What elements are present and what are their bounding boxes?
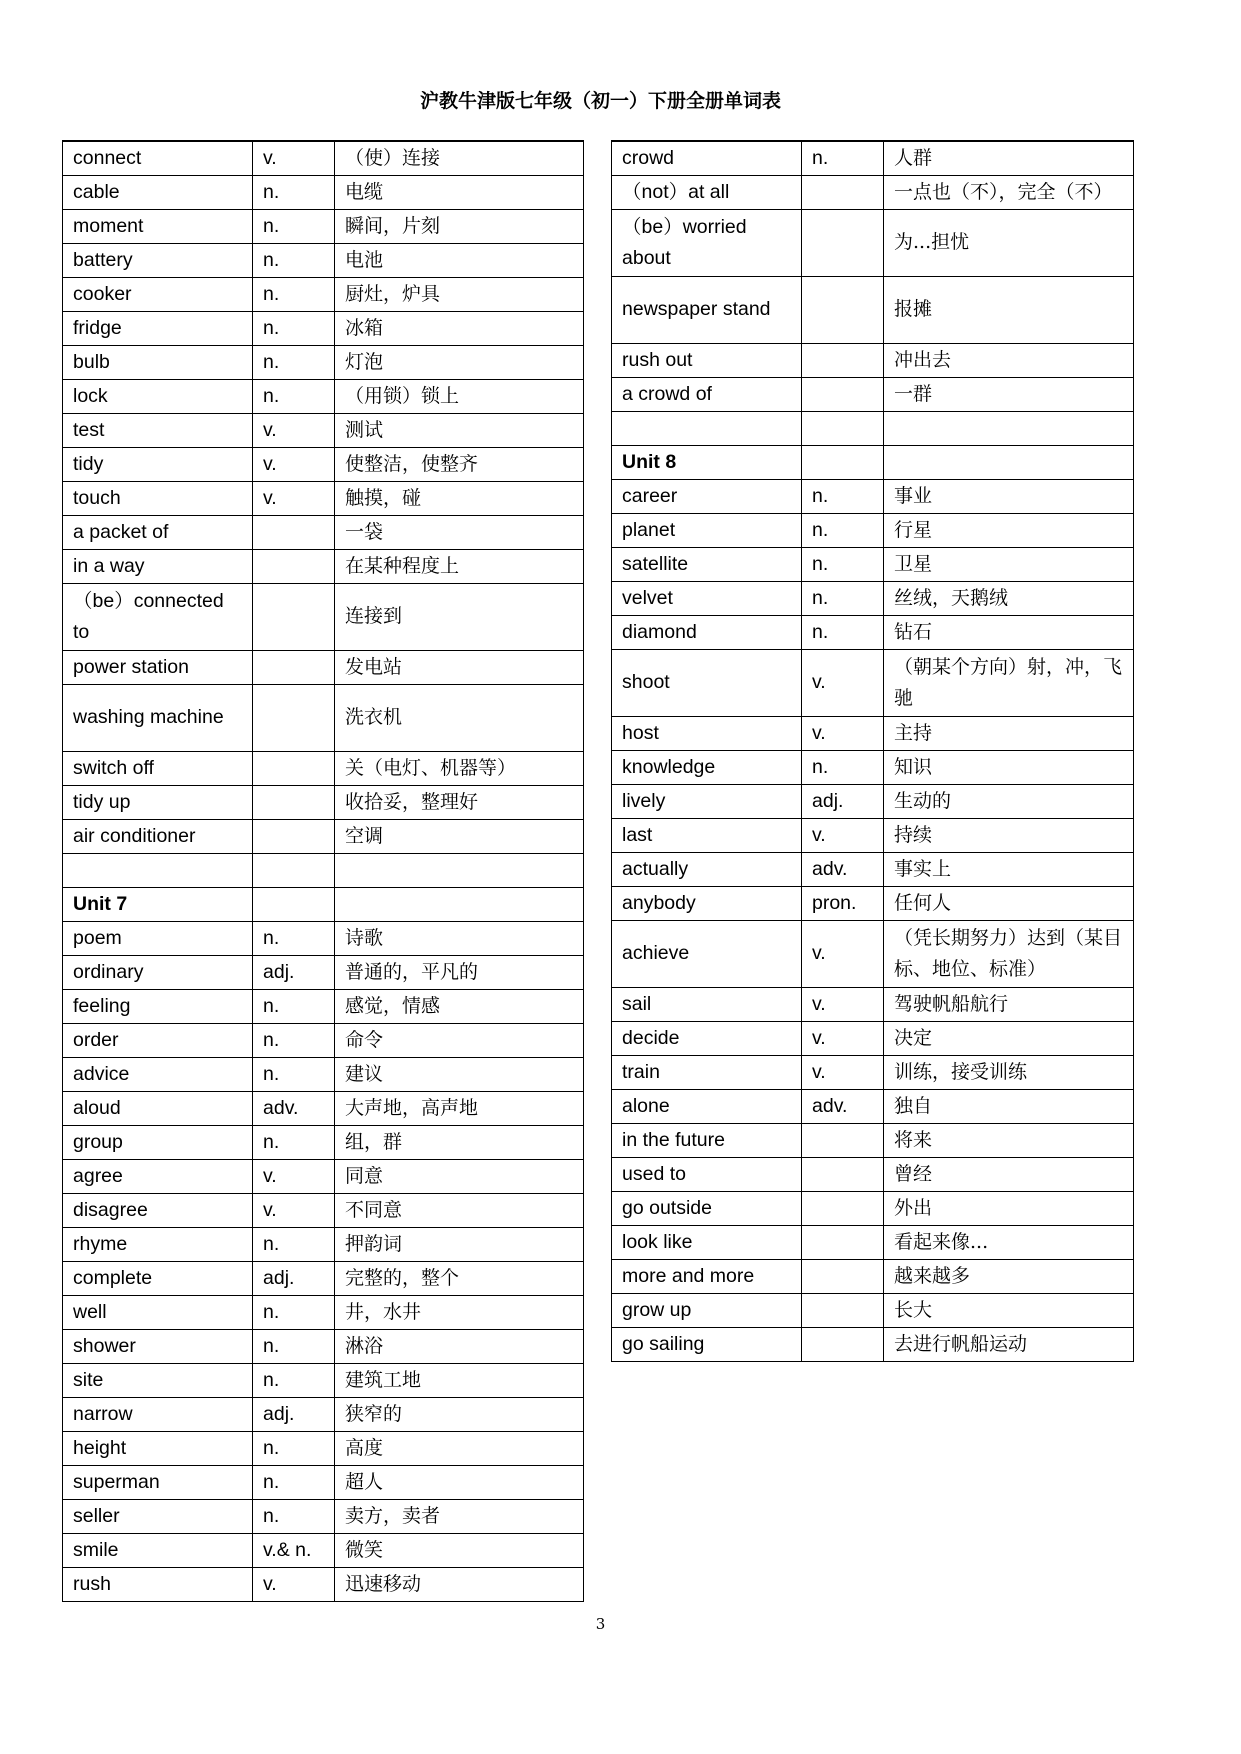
meaning-cell: 微笑 [335,1534,584,1568]
meaning-cell: 厨灶，炉具 [335,278,584,312]
word-cell: touch [63,482,253,516]
word-cell: smile [63,1534,253,1568]
word-cell: tidy [63,448,253,482]
part-of-speech-cell: adj. [253,1398,335,1432]
word-cell: test [63,414,253,448]
vocab-row [63,312,584,346]
meaning-cell: 冰箱 [335,312,584,346]
word-cell: sail [612,988,802,1022]
vocab-row [612,176,1134,210]
meaning-cell: 完整的，整个 [335,1262,584,1296]
vocab-row [612,1294,1134,1328]
vocab-row [63,448,584,482]
meaning-cell: 迅速移动 [335,1568,584,1602]
part-of-speech-cell: v. [253,414,335,448]
meaning-cell [335,888,584,922]
vocab-row [63,1500,584,1534]
word-cell: career [612,480,802,514]
vocab-row [612,1192,1134,1226]
vocab-row [612,819,1134,853]
meaning-cell: 高度 [335,1432,584,1466]
part-of-speech-cell: n. [802,514,884,548]
vocab-row [612,853,1134,887]
vocab-row [612,650,1134,717]
meaning-cell: 组，群 [335,1126,584,1160]
vocab-row [612,344,1134,378]
vocab-row [63,1330,584,1364]
vocab-row [612,616,1134,650]
meaning-cell: 独自 [884,1090,1134,1124]
part-of-speech-cell: n. [253,1058,335,1092]
vocab-row [63,1296,584,1330]
vocab-row [612,141,1134,176]
vocab-row [612,785,1134,819]
meaning-cell: 事业 [884,480,1134,514]
vocab-row [612,1328,1134,1362]
word-cell: newspaper stand [612,277,802,344]
part-of-speech-cell [802,1260,884,1294]
part-of-speech-cell: n. [253,244,335,278]
part-of-speech-cell [253,584,335,651]
part-of-speech-cell: n. [253,1466,335,1500]
vocab-row [63,854,584,888]
word-cell: grow up [612,1294,802,1328]
vocab-row [63,1024,584,1058]
meaning-cell: 一点也（不），完全（不） [884,176,1134,210]
vocab-table-right [611,140,1134,1362]
part-of-speech-cell: v. [802,988,884,1022]
meaning-cell: （朝某个方向）射，冲，飞驰 [884,650,1134,717]
meaning-cell: 感觉，情感 [335,990,584,1024]
word-cell: poem [63,922,253,956]
vocab-row [63,1228,584,1262]
meaning-cell: （凭长期努力）达到（某目标、地位、标准） [884,921,1134,988]
part-of-speech-cell [253,820,335,854]
word-cell: rhyme [63,1228,253,1262]
vocab-row [63,651,584,685]
word-cell: go outside [612,1192,802,1226]
word-cell: achieve [612,921,802,988]
part-of-speech-cell: n. [253,1364,335,1398]
meaning-cell: 在某种程度上 [335,550,584,584]
word-cell: lively [612,785,802,819]
word-cell [612,412,802,446]
word-cell: a packet of [63,516,253,550]
part-of-speech-cell: n. [253,1432,335,1466]
part-of-speech-cell: n. [253,1330,335,1364]
part-of-speech-cell: v. [253,482,335,516]
vocab-row [63,1194,584,1228]
vocab-row [63,244,584,278]
part-of-speech-cell [253,888,335,922]
part-of-speech-cell: v. [253,448,335,482]
vocab-row [612,412,1134,446]
word-cell: advice [63,1058,253,1092]
meaning-cell: 卫星 [884,548,1134,582]
meaning-cell: 电缆 [335,176,584,210]
vocab-row [612,1056,1134,1090]
meaning-cell: 灯泡 [335,346,584,380]
meaning-cell: 井，水井 [335,1296,584,1330]
vocab-row [63,141,584,176]
word-cell: battery [63,244,253,278]
part-of-speech-cell [253,786,335,820]
part-of-speech-cell: v. [802,1022,884,1056]
word-cell: feeling [63,990,253,1024]
vocab-row [612,751,1134,785]
vocab-row [63,685,584,752]
vocab-row [63,1262,584,1296]
vocab-row [63,414,584,448]
vocab-row [612,921,1134,988]
part-of-speech-cell: adv. [802,853,884,887]
meaning-cell: 大声地，高声地 [335,1092,584,1126]
vocab-row [63,1092,584,1126]
part-of-speech-cell [802,1328,884,1362]
meaning-cell: （使）连接 [335,141,584,176]
meaning-cell: 命令 [335,1024,584,1058]
part-of-speech-cell: v.& n. [253,1534,335,1568]
part-of-speech-cell: n. [253,922,335,956]
meaning-cell: 丝绒，天鹅绒 [884,582,1134,616]
vocab-row [612,514,1134,548]
vocab-row [612,378,1134,412]
vocab-row [63,990,584,1024]
part-of-speech-cell: v. [802,650,884,717]
part-of-speech-cell: n. [253,380,335,414]
part-of-speech-cell: adv. [253,1092,335,1126]
word-cell: more and more [612,1260,802,1294]
part-of-speech-cell [253,516,335,550]
vocab-row [63,1160,584,1194]
meaning-cell: 收拾妥，整理好 [335,786,584,820]
word-cell: satellite [612,548,802,582]
part-of-speech-cell [802,378,884,412]
word-cell: velvet [612,582,802,616]
part-of-speech-cell: n. [253,312,335,346]
word-cell: bulb [63,346,253,380]
meaning-cell: 报摊 [884,277,1134,344]
vocab-row [63,786,584,820]
part-of-speech-cell: n. [253,278,335,312]
meaning-cell: （用锁）锁上 [335,380,584,414]
part-of-speech-cell: v. [802,921,884,988]
vocab-row [612,887,1134,921]
meaning-cell: 普通的，平凡的 [335,956,584,990]
vocab-row [612,548,1134,582]
vocab-row [612,277,1134,344]
part-of-speech-cell [802,344,884,378]
meaning-cell: 诗歌 [335,922,584,956]
part-of-speech-cell [802,1192,884,1226]
meaning-cell: 越来越多 [884,1260,1134,1294]
word-cell: in a way [63,550,253,584]
vocab-row [612,210,1134,277]
part-of-speech-cell [253,550,335,584]
part-of-speech-cell [802,1294,884,1328]
part-of-speech-cell [253,752,335,786]
word-cell: washing machine [63,685,253,752]
meaning-cell: 钻石 [884,616,1134,650]
meaning-cell: 去进行帆船运动 [884,1328,1134,1362]
word-cell: train [612,1056,802,1090]
part-of-speech-cell: adj. [253,1262,335,1296]
word-cell: look like [612,1226,802,1260]
word-cell: diamond [612,616,802,650]
page-number: 3 [595,1615,606,1633]
part-of-speech-cell: n. [253,990,335,1024]
vocab-row [63,1364,584,1398]
part-of-speech-cell [802,210,884,277]
meaning-cell: 空调 [335,820,584,854]
part-of-speech-cell: v. [253,1160,335,1194]
meaning-cell: 使整洁，使整齐 [335,448,584,482]
unit-heading-row [612,446,1134,480]
word-cell: host [612,717,802,751]
word-cell: （be）connected to [63,584,253,651]
vocab-row [612,1022,1134,1056]
part-of-speech-cell: n. [253,1024,335,1058]
vocab-row [63,1534,584,1568]
word-cell [63,854,253,888]
vocab-row [63,584,584,651]
meaning-cell: 长大 [884,1294,1134,1328]
meaning-cell: 洗衣机 [335,685,584,752]
word-cell: Unit 7 [63,888,253,922]
word-cell: alone [612,1090,802,1124]
meaning-cell: 关（电灯、机器等） [335,752,584,786]
meaning-cell: 知识 [884,751,1134,785]
word-cell: （not）at all [612,176,802,210]
meaning-cell: 卖方，卖者 [335,1500,584,1534]
vocab-row [63,820,584,854]
word-cell: narrow [63,1398,253,1432]
word-cell: agree [63,1160,253,1194]
part-of-speech-cell [253,854,335,888]
part-of-speech-cell [253,685,335,752]
word-cell: disagree [63,1194,253,1228]
vocab-row [63,482,584,516]
word-cell: crowd [612,141,802,176]
meaning-cell: 押韵词 [335,1228,584,1262]
meaning-cell: 训练，接受训练 [884,1056,1134,1090]
part-of-speech-cell [802,1124,884,1158]
meaning-cell: 将来 [884,1124,1134,1158]
part-of-speech-cell: n. [802,616,884,650]
word-cell: shower [63,1330,253,1364]
part-of-speech-cell: v. [802,1056,884,1090]
vocab-row [612,1090,1134,1124]
part-of-speech-cell [802,176,884,210]
word-cell: shoot [612,650,802,717]
meaning-cell: 瞬间，片刻 [335,210,584,244]
word-cell: aloud [63,1092,253,1126]
meaning-cell: 曾经 [884,1158,1134,1192]
word-cell: Unit 8 [612,446,802,480]
word-cell: rush [63,1568,253,1602]
vocab-row [63,752,584,786]
vocab-row [612,1260,1134,1294]
part-of-speech-cell: v. [802,819,884,853]
meaning-cell: 不同意 [335,1194,584,1228]
part-of-speech-cell [253,651,335,685]
word-cell: switch off [63,752,253,786]
vocab-row [63,1398,584,1432]
vocab-row [63,1126,584,1160]
vocab-row [63,346,584,380]
meaning-cell: 主持 [884,717,1134,751]
word-cell: connect [63,141,253,176]
word-cell: last [612,819,802,853]
part-of-speech-cell: v. [253,141,335,176]
meaning-cell: 一群 [884,378,1134,412]
vocab-row [612,1124,1134,1158]
part-of-speech-cell: n. [253,1296,335,1330]
vocab-row [612,1158,1134,1192]
meaning-cell: 持续 [884,819,1134,853]
word-cell: seller [63,1500,253,1534]
meaning-cell: 看起来像... [884,1226,1134,1260]
meaning-cell: 触摸，碰 [335,482,584,516]
meaning-cell: 为...担忧 [884,210,1134,277]
meaning-cell: 驾驶帆船航行 [884,988,1134,1022]
page-title: 沪教牛津版七年级（初一）下册全册单词表 [419,90,781,112]
part-of-speech-cell: n. [802,582,884,616]
word-cell: fridge [63,312,253,346]
word-cell: actually [612,853,802,887]
word-cell: order [63,1024,253,1058]
vocab-row [612,480,1134,514]
word-cell: ordinary [63,956,253,990]
part-of-speech-cell: n. [802,751,884,785]
word-cell: cooker [63,278,253,312]
word-cell: knowledge [612,751,802,785]
part-of-speech-cell [802,446,884,480]
word-cell: planet [612,514,802,548]
vocab-row [63,1058,584,1092]
part-of-speech-cell [802,1226,884,1260]
meaning-cell: 超人 [335,1466,584,1500]
meaning-cell: 测试 [335,414,584,448]
meaning-cell [335,854,584,888]
meaning-cell: 事实上 [884,853,1134,887]
part-of-speech-cell: n. [802,548,884,582]
part-of-speech-cell: adv. [802,1090,884,1124]
meaning-cell: 冲出去 [884,344,1134,378]
vocab-row [612,988,1134,1022]
vocab-row [612,717,1134,751]
part-of-speech-cell: n. [253,176,335,210]
word-cell: site [63,1364,253,1398]
word-cell: anybody [612,887,802,921]
word-cell: cable [63,176,253,210]
part-of-speech-cell: n. [253,346,335,380]
word-cell: group [63,1126,253,1160]
word-cell: rush out [612,344,802,378]
part-of-speech-cell: n. [802,141,884,176]
meaning-cell: 连接到 [335,584,584,651]
word-cell: lock [63,380,253,414]
word-cell: decide [612,1022,802,1056]
meaning-cell: 任何人 [884,887,1134,921]
meaning-cell: 人群 [884,141,1134,176]
word-cell: power station [63,651,253,685]
word-cell: air conditioner [63,820,253,854]
word-cell: tidy up [63,786,253,820]
word-cell: a crowd of [612,378,802,412]
meaning-cell: 发电站 [335,651,584,685]
part-of-speech-cell: n. [253,210,335,244]
part-of-speech-cell [802,412,884,446]
vocab-row [63,1466,584,1500]
meaning-cell: 淋浴 [335,1330,584,1364]
word-cell: used to [612,1158,802,1192]
word-cell: go sailing [612,1328,802,1362]
vocab-row [612,582,1134,616]
meaning-cell [884,412,1134,446]
vocab-row [63,516,584,550]
part-of-speech-cell: adj. [253,956,335,990]
part-of-speech-cell: n. [802,480,884,514]
word-cell: well [63,1296,253,1330]
meaning-cell: 同意 [335,1160,584,1194]
part-of-speech-cell: v. [253,1194,335,1228]
part-of-speech-cell: n. [253,1500,335,1534]
meaning-cell: 建议 [335,1058,584,1092]
word-cell: height [63,1432,253,1466]
unit-heading-row [63,888,584,922]
part-of-speech-cell: pron. [802,887,884,921]
vocab-row [63,210,584,244]
meaning-cell: 一袋 [335,516,584,550]
vocab-row [612,1226,1134,1260]
word-cell: in the future [612,1124,802,1158]
part-of-speech-cell: v. [253,1568,335,1602]
word-cell: （be）worried about [612,210,802,277]
meaning-cell: 电池 [335,244,584,278]
meaning-cell: 狭窄的 [335,1398,584,1432]
vocab-row [63,278,584,312]
vocab-row [63,1568,584,1602]
vocab-row [63,956,584,990]
part-of-speech-cell: n. [253,1228,335,1262]
word-cell: complete [63,1262,253,1296]
part-of-speech-cell: adj. [802,785,884,819]
meaning-cell: 行星 [884,514,1134,548]
vocab-row [63,380,584,414]
part-of-speech-cell [802,277,884,344]
vocab-row [63,550,584,584]
word-cell: superman [63,1466,253,1500]
part-of-speech-cell [802,1158,884,1192]
meaning-cell: 决定 [884,1022,1134,1056]
meaning-cell: 外出 [884,1192,1134,1226]
vocab-table-left [62,140,584,1602]
meaning-cell: 生动的 [884,785,1134,819]
vocab-row [63,1432,584,1466]
vocab-row [63,176,584,210]
meaning-cell: 建筑工地 [335,1364,584,1398]
word-cell: moment [63,210,253,244]
meaning-cell [884,446,1134,480]
part-of-speech-cell: n. [253,1126,335,1160]
vocab-row [63,922,584,956]
part-of-speech-cell: v. [802,717,884,751]
